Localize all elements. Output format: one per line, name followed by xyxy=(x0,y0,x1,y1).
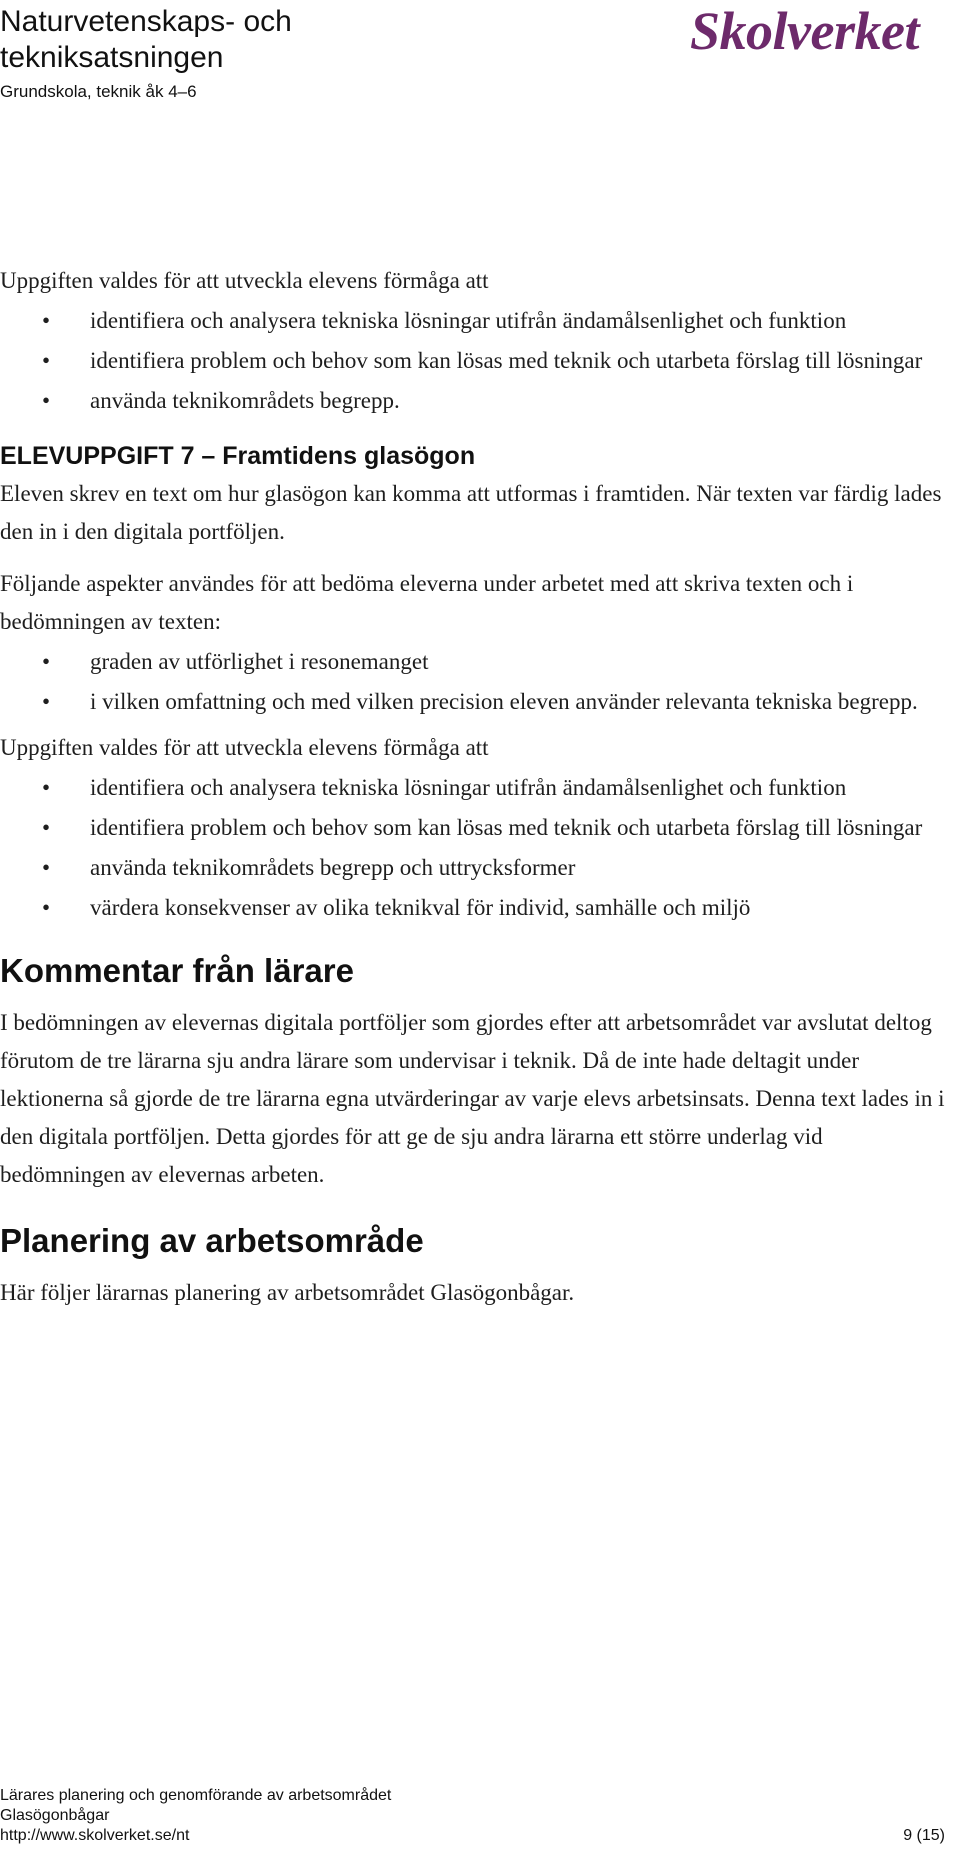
block1-list xyxy=(0,304,945,417)
page-number: 9 (15) xyxy=(903,1827,945,1844)
bullet-icon: • xyxy=(42,388,51,413)
bullet-icon: • xyxy=(42,895,51,920)
bullet-icon: • xyxy=(42,308,51,333)
bullet-icon: • xyxy=(42,348,51,373)
bullet-icon: • xyxy=(42,649,51,674)
list-item: • i vilken omfattning och med vilken precision eleven använder relevanta tekniska begrepp. xyxy=(0,685,945,718)
header-subtitle: Grundskola, teknik åk 4–6 xyxy=(0,82,197,101)
list-item: • identifiera och analysera tekniska lösningar utifrån ändamålsenlighet och funktion xyxy=(0,771,945,804)
task7-heading: ELEVUPPGIFT 7 – Framtidens glasögon xyxy=(0,442,476,470)
document-body xyxy=(0,262,945,1312)
list-item: • använda teknikområdets begrepp. xyxy=(0,384,945,417)
list-item: • identifiera och analysera tekniska lösningar utifrån ändamålsenlighet och funktion xyxy=(0,304,945,337)
skolverket-logo: Skolverket xyxy=(690,1,919,61)
list-item: • värdera konsekvenser av olika teknikval för individ, samhälle och miljö xyxy=(0,891,945,924)
aspects-intro: Följande aspekter användes för att bedöma eleverna under arbetet med att skriva texten och i bedömningen av texten: xyxy=(0,571,854,634)
bullet-icon: • xyxy=(42,855,51,880)
planning-heading: Planering av arbetsområde xyxy=(0,1222,424,1259)
bullet-icon: • xyxy=(42,689,51,714)
bullet-icon: • xyxy=(42,775,51,800)
list-item: • identifiera problem och behov som kan lösas med teknik och utarbeta förslag till lösningar xyxy=(0,811,945,844)
planning-text: Här följer lärarnas planering av arbetsområdet Glasögonbågar. xyxy=(0,1280,575,1305)
comment-text: I bedömningen av elevernas digitala portföljer som gjordes efter att arbetsområdet var avslutat deltog förutom de tre lärarna sju andra lärare som undervisar i teknik. Då de inte hade deltagit under lektionerna så gjorde de tre lärarna egna utvärderingar av varje elevs arbetsinsats. Denna text lades in i den digitala portföljen. Detta gjordes för att ge de sju andra lärarna ett större underlag vid bedömningen av elevernas arbeten. xyxy=(0,1010,945,1187)
footer-url: http://www.skolverket.se/nt xyxy=(0,1827,190,1844)
aspects-list xyxy=(0,645,945,718)
block2-intro: Uppgiften valdes för att utveckla elevens förmåga att xyxy=(0,735,489,760)
footer-line2: Glasögonbågar xyxy=(0,1807,110,1824)
bullet-icon: • xyxy=(42,815,51,840)
list-item: • identifiera problem och behov som kan lösas med teknik och utarbeta förslag till lösningar xyxy=(0,344,945,377)
footer-line1: Lärares planering och genomförande av arbetsområdet xyxy=(0,1787,392,1804)
header-title: Naturvetenskaps- och tekniksatsningen xyxy=(0,5,292,74)
list-item: • graden av utförlighet i resonemanget xyxy=(0,645,945,678)
task7-text: Eleven skrev en text om hur glasögon kan komma att utformas i framtiden. När texten var färdig lades den in i den digitala portföljen. xyxy=(0,481,942,544)
block1-intro: Uppgiften valdes för att utveckla elevens förmåga att xyxy=(0,268,489,293)
page-footer xyxy=(0,1786,945,1846)
block2-list xyxy=(0,771,945,924)
comment-heading: Kommentar från lärare xyxy=(0,952,354,989)
list-item: • använda teknikområdets begrepp och uttrycksformer xyxy=(0,851,945,884)
